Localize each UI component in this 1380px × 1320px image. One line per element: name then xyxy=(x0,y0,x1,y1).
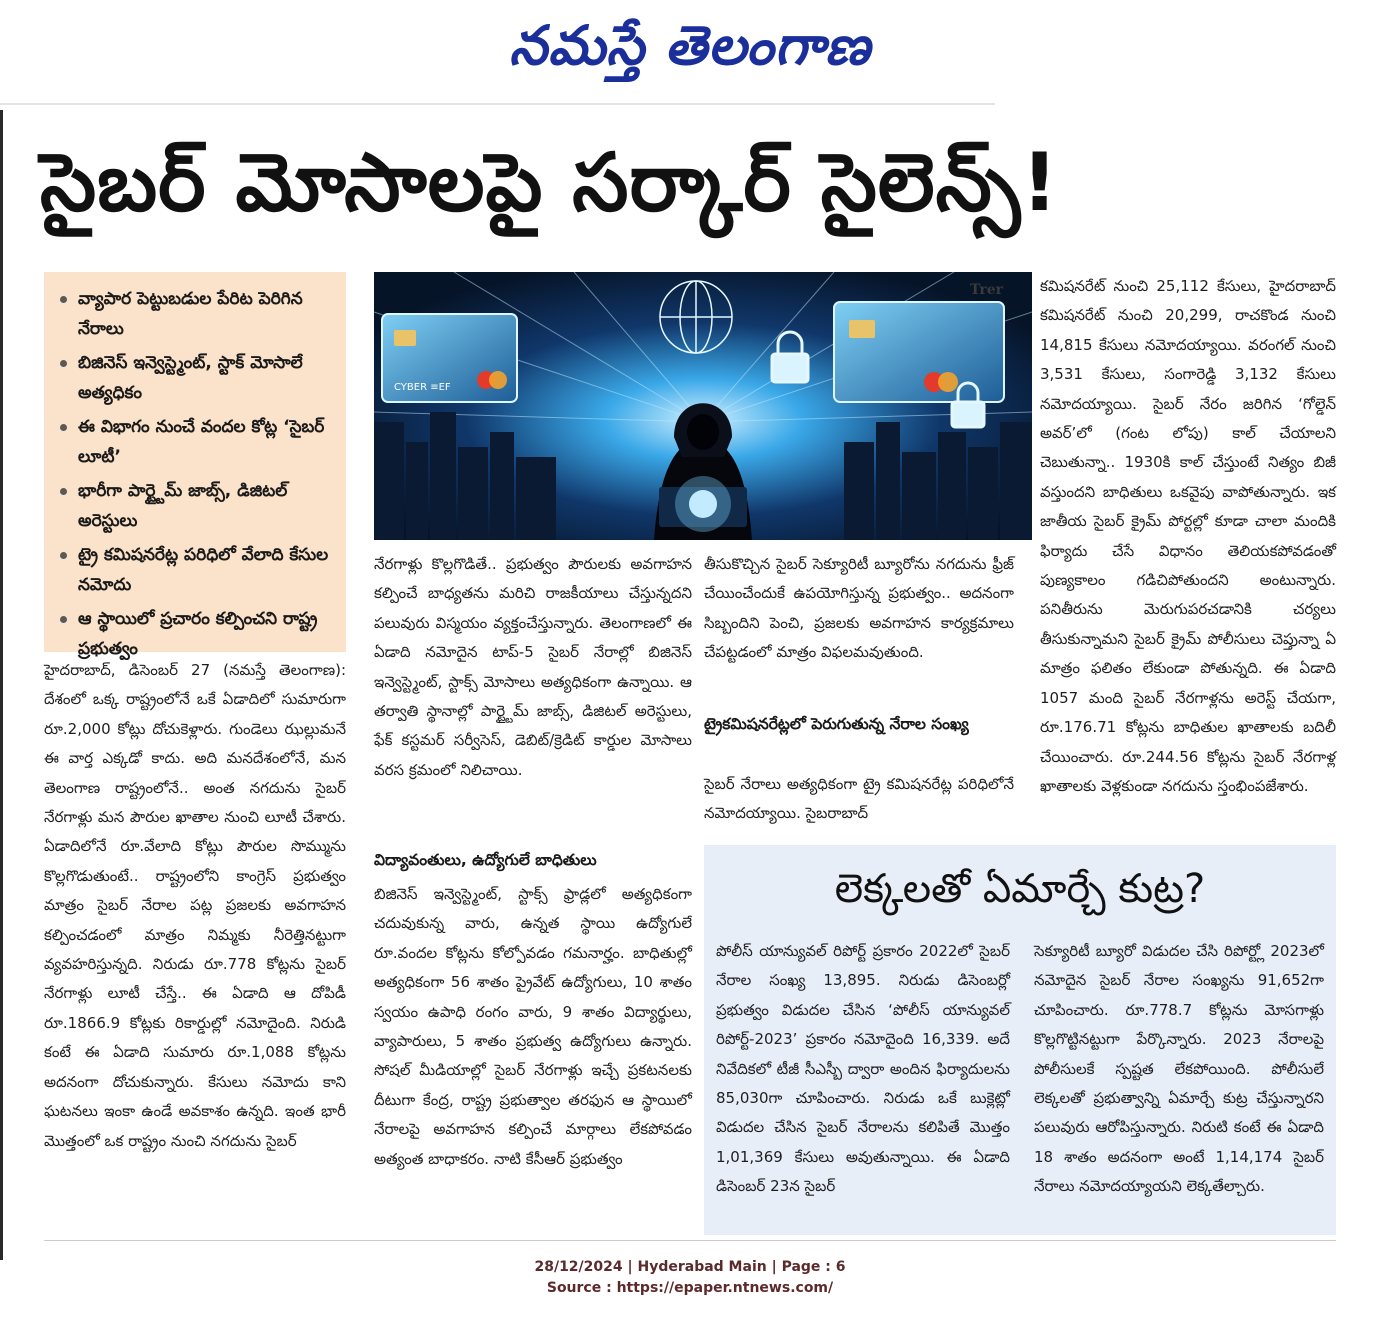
highlight-item: ఆ స్థాయిలో ప్రచారం కల్పించని రాష్ట్ర ప్రభుత్వం xyxy=(56,604,336,664)
article-column-2-top: నేరగాళ్లు కొల్లగొడితే.. ప్రభుత్వం పౌరులకు అవగాహన కల్పించే బాధ్యతను మరిచి రాజకీయాలు చేస్తున్నదని పలువురు విస్మయం వ్యక్తంచేస్తున్నారు. తెలంగాణలో ఈ ఏడాది నమోదైన టాప్-5 సైబర్ నేరాల్లో బిజినెస్ ఇన్వెస్ట్మెంట్, స్టాక్స్ మోసాలు అత్యధికంగా ఉన్నాయి. ఆ తర్వాతి స్థానాల్లో పార్ట్టైమ్ జాబ్స్, డిజిటల్ అరెస్టులు, ఫేక్ కస్టమర్ సర్వీసెస్, డెబిట్/క్రెడిట్ కార్డుల మోసాలు వరస క్రమంలో నిలిచాయి. xyxy=(374,555,692,779)
article-column-3-top: తీసుకొచ్చిన సైబర్ సెక్యూరిటీ బ్యూరోను నగదును ఫ్రీజ్ చేయించేందుకే ఉపయోగిస్తున్న ప్రభుత్వం.. అదనంగా సిబ్బందిని పెంచి, ప్రజలకు అవగాహన కార్యక్రమాలు చేపట్టడంలో మాత్రం విఫలమవుతుంది. xyxy=(704,555,1014,662)
newspaper-logo: నమస్తే తెలంగాణ xyxy=(509,13,871,77)
cyber-crime-photo xyxy=(374,272,1032,540)
globe-icon xyxy=(660,281,732,353)
credit-card-left xyxy=(382,314,517,402)
masthead xyxy=(0,0,1380,100)
card-text: CYBER ≡EF xyxy=(394,382,451,393)
article-column-4: కమిషనరేట్ నుంచి 25,112 కేసులు, హైదరాబాద్ కమిషనరేట్ నుంచి 20,299, రాచకొండ నుంచి 14,815 కేసులు నమోదయ్యాయి. వరంగల్ నుంచి 3,531 కేసులు, సంగారెడ్డి 3,132 కేసులు నమోదయ్యాయి. సైబర్ నేరం జరిగిన ‘గోల్డెన్ అవర్’లో (గంట లోపు) కాల్ చేయాలని చెబుతున్నా.. 1930కి కాల్ చేస్తుంటే నిత్యం బిజీ వస్తుందని బాధితులు ఒకవైపు వాపోతున్నారు. ఇక జాతీయ సైబర్ క్రైమ్ పోర్టల్లో కూడా చాలా మందికి ఫిర్యాదు చేసే విధానం తెలియకపోవడంతో పుణ్యకాలం గడిచిపోతుందని అంటున్నారు. పనితీరును మెరుగుపరచడానికి చర్యలు తీసుకున్నామని సైబర్ క్రైమ్ పోలీసులు చెప్తున్నా ఏ మాత్రం ఫలితం లేకుండా పోతున్నది. ఈ ఏడాది 1057 మంది సైబర్ నేరగాళ్లను అరెస్ట్ చేయగా, రూ.176.71 కోట్లను బాధితుల ఖాతాలకు బదిలీ చేయించారు. రూ.244.56 కోట్లను సైబర్ నేరగాళ్ల ఖాతాలకు వెళ్లకుండా నగదును స్తంభింపజేశారు. xyxy=(1040,277,1336,795)
highlight-item: భారీగా పార్ట్టైమ్ జాబ్స్, డిజిటల్ అరెస్టులు xyxy=(56,476,336,536)
article-column-1: హైదరాబాద్, డిసెంబర్ 27 (నమస్తే తెలంగాణ): దేశంలో ఒక్క రాష్ట్రంలోనే ఒకే ఏడాదిలో సుమారుగా రూ.2,000 కోట్లు దోచుకెళ్లారు. గుండెలు ఝల్లుమనే ఈ వార్త ఎక్కడో కాదు. అది మనదేశంలోనే, మన తెలంగాణ రాష్ట్రంలోనే.. అంత నగదును సైబర్ నేరగాళ్లు మన పౌరుల ఖాతాల నుంచి లూటీ చేశారు. ఏడాదిలోనే రూ.వేలాది కోట్లు పౌరుల సొమ్మును కొల్లగొడుతుంటే.. రాష్ట్రంలోని కాంగ్రెస్ ప్రభుత్వం మాత్రం సైబర్ నేరాల పట్ల ప్రజలకు అవగాహన కల్పించడంలో మాత్రం నిమ్మకు నీరెత్తినట్టుగా వ్యవహరిస్తున్నది. నిరుడు రూ.778 కోట్లను సైబర్ నేరగాళ్లు లూటీ చేస్తే.. ఈ ఏడాది ఆ దోపిడీ రూ.1866.9 కోట్లకు రికార్డుల్లో నమోదైంది. నిరుడి కంటే ఈ ఏడాది సుమారు రూ.1,088 కోట్లను అదనంగా దోచుకున్నారు. కేసులు నమోదు కాని ఘటనలు ఇంకా ఉండే అవకాశం ఉన్నది. ఇంత భారీ మొత్తంలో ఒక రాష్ట్రం నుంచి నగదును సైబర్ xyxy=(44,661,346,1150)
credit-card-right xyxy=(834,302,1004,402)
highlight-item: ఈ విభాగం నుంచే వందల కోట్ల ‘సైబర్ లూటీ’ xyxy=(56,412,336,472)
headline: సైబర్ మోసాలపై సర్కార్ సైలెన్స్! xyxy=(40,136,1059,229)
sidebar-box-title: లెక్కలతో ఏమార్చే కుట్ర? xyxy=(834,866,1206,912)
bottom-rule xyxy=(44,1240,1336,1241)
footer-date-edition: 28/12/2024 | Hyderabad Main | Page : 6 xyxy=(534,1259,846,1275)
photo-watermark: Trer xyxy=(970,282,1004,298)
article-column-3-bottom: సైబర్ నేరాలు అత్యధికంగా ట్రై కమిషనరేట్ల పరిధిలోనే నమోదయ్యాయి. సైబరాబాద్ xyxy=(704,775,1014,823)
highlight-item: ట్రై కమిషనరేట్ల పరిధిలో వేలాది కేసుల నమోదు xyxy=(56,540,336,600)
highlight-item: వ్యాపార పెట్టుబడుల పేరిట పెరిగిన నేరాలు xyxy=(56,284,336,344)
page-edge-rule xyxy=(0,110,13,1260)
highlights-box xyxy=(44,272,346,659)
sidebar-box-left-column: పోలీస్ యాన్యువల్ రిపోర్ట్ ప్రకారం 2022లో సైబర్ నేరాల సంఖ్య 13,895. నిరుడు డిసెంబర్లో ప్రభుత్వం విడుదల చేసిన ‘పోలీస్ యాన్యువల్ రిపోర్ట్-2023’ ప్రకారం నమోదైంది 16,339. అదే నివేదికలో టీజీ సీఎస్బీ ద్వారా అందిన ఫిర్యాదులను 85,030గా చూపించారు. నిరుడు ఒకే బుక్లెట్లో విడుదల చేసిన సైబర్ నేరాలను కలిపితే మొత్తం 1,01,369 కేసులు అవుతున్నాయి. ఈ ఏడాది డిసెంబర్ 23న సైబర్ xyxy=(716,942,1010,1196)
sidebar-box xyxy=(704,845,1336,1235)
subheading-victims: విద్యావంతులు, ఉద్యోగులే బాధితులు xyxy=(374,851,597,869)
sidebar-box-right-column: సెక్యూరిటీ బ్యూరో విడుదల చేసి రిపోర్ట్లో 2023లో నమోదైన సైబర్ నేరాల సంఖ్యను 91,652గా చూపించారు. రూ.778.7 కోట్లను మోసగాళ్లు కొల్లగొట్టినట్టుగా పేర్కొన్నారు. 2023 నేరాలపై పోలీసులకే స్పష్టత లేకపోయింది. పోలీసులే లెక్కలతో ప్రభుత్వాన్ని ఏమార్చే కుట్ర చేస్తున్నారని పలువురు ఆరోపిస్తున్నారు. నిరుటి కంటే ఈ ఏడాది 18 శాతం అదనంగా అంటే 1,14,174 సైబర్ నేరాలు నమోదయ్యాయని లెక్కతేల్చారు. xyxy=(1034,942,1324,1196)
footer-source: Source : https://epaper.ntnews.com/ xyxy=(546,1280,834,1296)
footer xyxy=(0,1257,1380,1299)
subheading-tri-commissionerates: ట్రైకమిషనరేట్లలో పెరుగుతున్న నేరాల సంఖ్య xyxy=(704,715,969,733)
highlight-item: బిజినెస్ ఇన్వెస్ట్మెంట్, స్టాక్ మోసాలే అత్యధికం xyxy=(56,348,336,408)
masthead-rule xyxy=(0,103,995,105)
article-column-2-bottom: బిజినెస్ ఇన్వెస్ట్మెంట్, స్టాక్స్ ఫ్రాడ్లలో అత్యధికంగా చదువుకున్న వారు, ఉన్నత స్థాయి ఉద్యోగులే రూ.వందల కోట్లను కోల్పోవడం గమనార్హం. బాధితుల్లో అత్యధికంగా 56 శాతం ప్రైవేట్ ఉద్యోగులు, 10 శాతం స్వయం ఉపాధి రంగం వారు, 9 శాతం విద్యార్థులు, వ్యాపారులు, 5 శాతం ప్రభుత్వ ఉద్యోగులు ఉన్నారు. సోషల్ మీడియాల్లో సైబర్ నేరగాళ్లు ఇచ్చే ప్రకటనలకు దీటుగా కేంద్ర, రాష్ట్ర ప్రభుత్వాల తరఫున ఆ స్థాయిలో నేరాలపై అవగాహన కల్పించే మార్గాలు లేకపోవడం అత్యంత బాధాకరం. నాటి కేసీఆర్ ప్రభుత్వం xyxy=(374,885,692,1168)
